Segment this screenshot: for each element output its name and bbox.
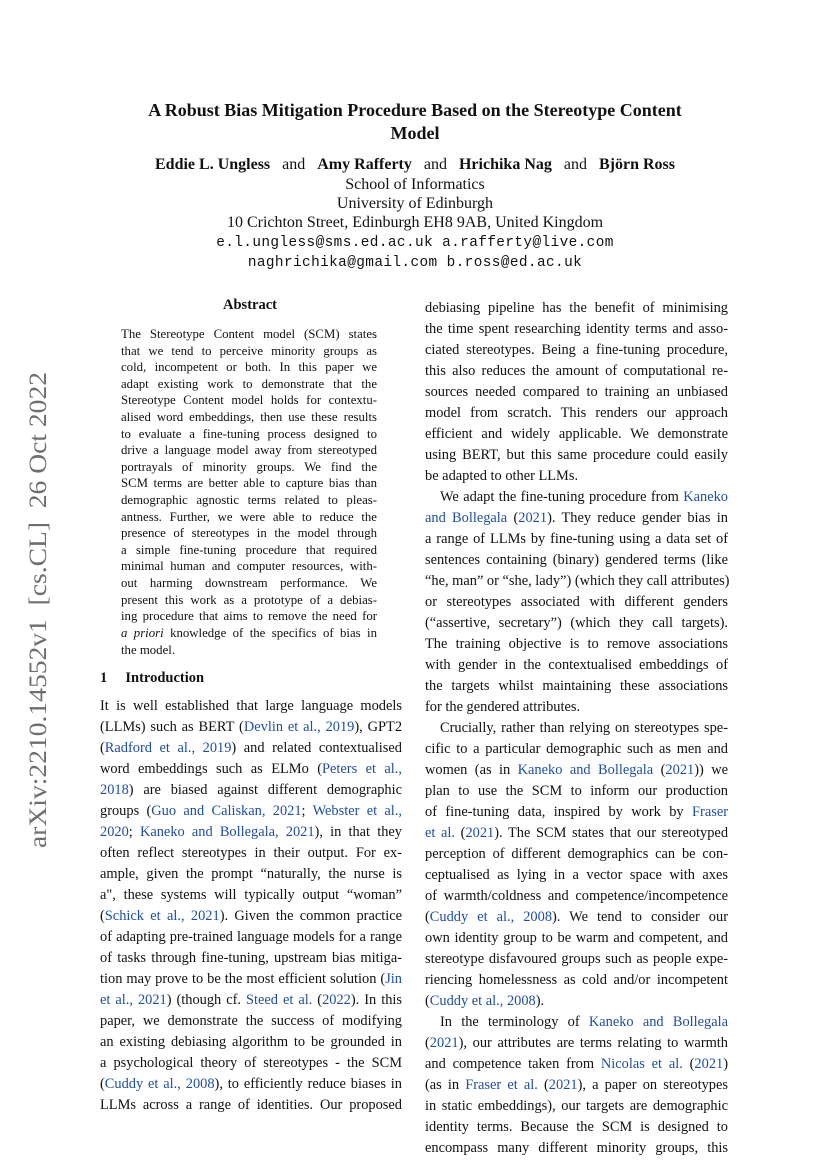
intro-line-19: (Cuddy et al., 2008), to efficiently reduce biases in (100, 1076, 402, 1092)
intro-line-14: tion may prove to be the most efficient solution (Jin (100, 971, 402, 987)
abstract-line-5: Stereotype Content model holds for contextu- (121, 393, 377, 408)
right-line-17: The training objective is to remove associations (425, 636, 728, 652)
email-line-1: e.l.ungless@sms.ed.ac.uk a.rafferty@live.com (216, 235, 614, 251)
right-line-8: using BERT, but this same procedure could easily (425, 447, 728, 463)
intro-line-3: (Radford et al., 2019) and related contextualised (100, 740, 402, 756)
right-line-7: efficient and widely applicable. We demonstrate (425, 426, 728, 442)
cite-fraser[interactable]: Fraser (692, 804, 728, 820)
intro-line-5: 2018) are biased against different demographic (100, 782, 402, 798)
right-line-1: debiasing pipeline has the benefit of minimising (425, 300, 728, 316)
right-line-23: women (as in Kaneko and Bollegala (2021)) we (425, 762, 728, 778)
section-title: Introduction (125, 670, 205, 686)
cite-fraser-2[interactable]: Fraser et al. (465, 1077, 538, 1093)
cite-devlin[interactable]: Devlin et al., 2019 (243, 719, 355, 735)
right-line-39: in static embeddings), our targets are demographic (425, 1098, 728, 1114)
right-line-22: cific to a particular demographic such as men and (425, 741, 728, 757)
abstract-line-3: cold, incompetent or both. In this paper we (121, 360, 377, 375)
abstract-line-13: presence of stereotypes in the model through (121, 526, 377, 541)
right-line-18: with gender in the contextualised embeddings of (425, 657, 728, 673)
abstract-line-4: adapt existing work to demonstrate that the (121, 376, 377, 391)
right-line-5: sources needed compared to training an unbiased (425, 384, 728, 400)
right-line-27: perception of different demographics can be con- (425, 846, 728, 862)
right-line-26: et al. (2021). The SCM states that our stereotyped (425, 825, 729, 841)
cite-schick[interactable]: Schick et al., 2021 (104, 908, 220, 924)
cite-fraser-cont[interactable]: et al. (425, 825, 456, 841)
right-line-4: this also reduces the amount of computational re- (425, 363, 728, 379)
right-line-12: a range of LLMs by fine-tuning using a data set of (425, 531, 728, 547)
abstract-line-8: drive a language model away from stereotyped (121, 443, 377, 458)
email-line-2: naghrichika@gmail.com b.ross@ed.ac.uk (247, 255, 583, 271)
cite-peters-year[interactable]: 2018 (100, 782, 129, 798)
right-line-40: identity terms. Because the SCM is designed to (425, 1119, 728, 1135)
intro-line-8: often reflect stereotypes in their output. For ex- (100, 845, 402, 861)
section-heading-introduction (100, 670, 204, 687)
cite-kaneko-3-year[interactable]: 2021 (665, 762, 695, 778)
author-3: Hrichika Nag (458, 156, 552, 173)
affiliation-address: 10 Crichton Street, Edinburgh EH8 9AB, United Kingdom (226, 214, 604, 231)
intro-line-6: groups (Guo and Caliskan, 2021; Webster et al., (100, 803, 402, 819)
abstract-line-1: The Stereotype Content model (SCM) states (121, 327, 377, 341)
abstract-line-14: a simple fine-tuning procedure that required (121, 542, 377, 557)
and-3: and (563, 156, 587, 173)
abstract-line-11: demographic agnostic terms related to pleas- (121, 493, 377, 507)
right-line-35: In the terminology of Kaneko and Bollegala (440, 1014, 728, 1030)
arxiv-id: arXiv:2210.14552v1 [cs.CL] 26 Oct 2022 (25, 416, 52, 848)
abstract-line-12: antness. Further, we were able to reduce the (121, 509, 377, 524)
right-line-36: (2021), our attributes are terms relating to warmth (425, 1035, 728, 1051)
abstract-line-10: SCM terms are better able to capture bias than (121, 476, 377, 491)
right-line-20: for the gendered attributes. (425, 699, 581, 715)
intro-line-16: paper, we demonstrate the success of modifying (100, 1013, 402, 1029)
author-1: Eddie L. Ungless (155, 156, 271, 173)
cite-fraser-year[interactable]: 2021 (465, 825, 495, 841)
cite-kaneko-4[interactable]: Kaneko and Bollegala (588, 1014, 728, 1030)
right-line-14: “he, man” or “she, lady”) (which they call attributes) (425, 573, 730, 589)
right-line-3: ciated stereotypes. Being a fine-tuning procedure, (425, 342, 728, 358)
arxiv-sidebar (16, 370, 56, 850)
and-1: and (282, 156, 306, 173)
cite-radford[interactable]: Radford et al., 2019 (104, 740, 232, 756)
right-line-25: of fine-tuning data, inspired by work by Fraser (425, 804, 728, 820)
intro-line-17: an existing debiasing algorithm to be grounded in (100, 1034, 402, 1050)
cite-fraser-2-year[interactable]: 2021 (548, 1077, 578, 1093)
cite-webster-year[interactable]: 2020 (100, 824, 129, 840)
cite-kaneko-2-cont[interactable]: and Bollegala (425, 510, 508, 526)
right-line-38: (as in Fraser et al. (2021), a paper on stereotypes (425, 1077, 728, 1093)
abstract-line-17: present this work as a prototype of a debias- (121, 592, 377, 607)
cite-cuddy-2[interactable]: Cuddy et al., 2008 (429, 909, 553, 925)
intro-line-20: LLMs across a range of identities. Our proposed (100, 1097, 402, 1113)
cite-webster[interactable]: Webster et al., (312, 803, 402, 819)
and-2: and (423, 156, 447, 173)
intro-line-18: a psychological theory of stereotypes - the SCM (100, 1055, 402, 1071)
cite-kaneko[interactable]: Kaneko and Bollegala, 2021 (139, 824, 315, 840)
intro-line-2: (LLMs) such as BERT (Devlin et al., 2019), GPT2 (100, 719, 403, 735)
right-line-34: (Cuddy et al., 2008). (425, 993, 545, 1009)
intro-line-15: et al., 2021) (though cf. Steed et al. (2022). In this (100, 992, 403, 1008)
author-4: Björn Ross (598, 156, 675, 173)
cite-nicolas-year[interactable]: 2021 (694, 1056, 724, 1072)
abstract-line-2: that we tend to perceive minority groups as (121, 343, 377, 358)
abstract-line-15: minimal human and computer resources, with- (121, 559, 377, 574)
cite-steed-year[interactable]: 2022 (322, 992, 351, 1008)
cite-steed[interactable]: Steed et al. (246, 992, 313, 1008)
cite-peters[interactable]: Peters et al., (322, 761, 402, 777)
right-line-6: model from scratch. This renders our approach (425, 405, 728, 421)
right-line-30: (Cuddy et al., 2008). We tend to consider our (425, 909, 728, 925)
cite-jin-cont[interactable]: et al., 2021 (100, 992, 167, 1008)
author-2: Amy Rafferty (317, 156, 412, 173)
right-line-16: (“assertive, secretary”) (which they call targets). (425, 615, 728, 631)
affiliation-school: School of Informatics (345, 176, 485, 193)
cite-guo[interactable]: Guo and Caliskan, 2021 (151, 803, 302, 819)
right-line-13: sentences containing (binary) gendered terms (like (425, 552, 728, 568)
right-line-31: own identity group to be warm and competent, and (425, 930, 728, 946)
cite-nicolas[interactable]: Nicolas et al. (600, 1056, 683, 1072)
intro-line-10: a", these systems will typically output “woman” (100, 887, 402, 903)
abstract-line-20: the model. (121, 642, 176, 657)
intro-line-7: 2020; Kaneko and Bollegala, 2021), in that they (100, 824, 402, 840)
right-line-9: be adapted to other LLMs. (425, 468, 579, 484)
right-line-19: the targets whilst maintaining these associations (425, 678, 728, 694)
cite-kaneko-2[interactable]: Kaneko (683, 489, 728, 505)
cite-cuddy-3[interactable]: Cuddy et al., 2008 (429, 993, 536, 1009)
cite-cuddy[interactable]: Cuddy et al., 2008 (104, 1076, 215, 1092)
cite-kaneko-3[interactable]: Kaneko and Bollegala (517, 762, 654, 778)
intro-line-1: It is well established that large language models (100, 698, 402, 714)
abstract-line-16: out harming downstream performance. We (121, 576, 377, 590)
right-line-28: ceptualised as lying in a vector space with axes (425, 867, 728, 883)
abstract-line-19 (121, 625, 377, 642)
title-line-2: Model (390, 123, 440, 143)
intro-line-12: of adapting pre-trained language models for a range (100, 929, 402, 945)
right-line-32: stereotype disfavoured groups such as people expe- (425, 951, 728, 967)
right-line-37: and competence taken from Nicolas et al. (2021) (425, 1056, 728, 1072)
right-line-24: plan to use the SCM to inform our production (425, 783, 728, 799)
intro-line-13: of tasks through fine-tuning, upstream bias mitiga- (100, 950, 402, 966)
abstract-line-19-rest: knowledge of the specifics of bias in (163, 626, 377, 640)
right-line-15: or stereotypes associated with different genders (425, 594, 728, 610)
abstract-heading: Abstract (223, 297, 277, 313)
affiliation-university: University of Edinburgh (336, 195, 494, 212)
cite-kaneko-4-year[interactable]: 2021 (429, 1035, 459, 1051)
intro-line-9: ample, given the prompt “naturally, the nurse is (100, 866, 402, 882)
cite-jin[interactable]: Jin (385, 971, 402, 987)
right-line-21: Crucially, rather than relying on stereotypes spe- (440, 720, 728, 736)
abstract-line-6: alised word embeddings, then use these results (121, 410, 377, 424)
title-line-1: A Robust Bias Mitigation Procedure Based on the Stereotype Content (148, 100, 682, 120)
abstract-line-9: portrayals of minority groups. We find the (121, 459, 377, 474)
arxiv-sidebar-graphic (16, 370, 56, 850)
abstract-line-18: ing procedure that aims to remove the need for (121, 609, 377, 624)
right-line-29: of warmth/coldness and competence/incompetence (425, 888, 728, 904)
right-line-33: riencing homelessness as cold and/or incompetent (425, 972, 728, 988)
abstract-italic-apriori: a priori (121, 626, 164, 640)
intro-line-11: (Schick et al., 2021). Given the common practice (100, 908, 402, 924)
right-line-10: We adapt the fine-tuning procedure from Kaneko (440, 489, 728, 505)
right-line-11: and Bollegala (2021). They reduce gender bias in (425, 510, 729, 526)
paper-title (100, 99, 730, 145)
cite-kaneko-2-year[interactable]: 2021 (518, 510, 548, 526)
intro-line-4: word embeddings such as ELMo (Peters et al., (100, 761, 402, 777)
right-line-41: encompass many different minority groups, this (425, 1140, 728, 1156)
abstract-line-7: to evaluate a fine-tuning process designed to (121, 426, 377, 441)
right-line-2: the time spent researching identity terms and asso- (425, 321, 728, 337)
section-number: 1 (100, 670, 108, 686)
author-list (100, 155, 730, 175)
